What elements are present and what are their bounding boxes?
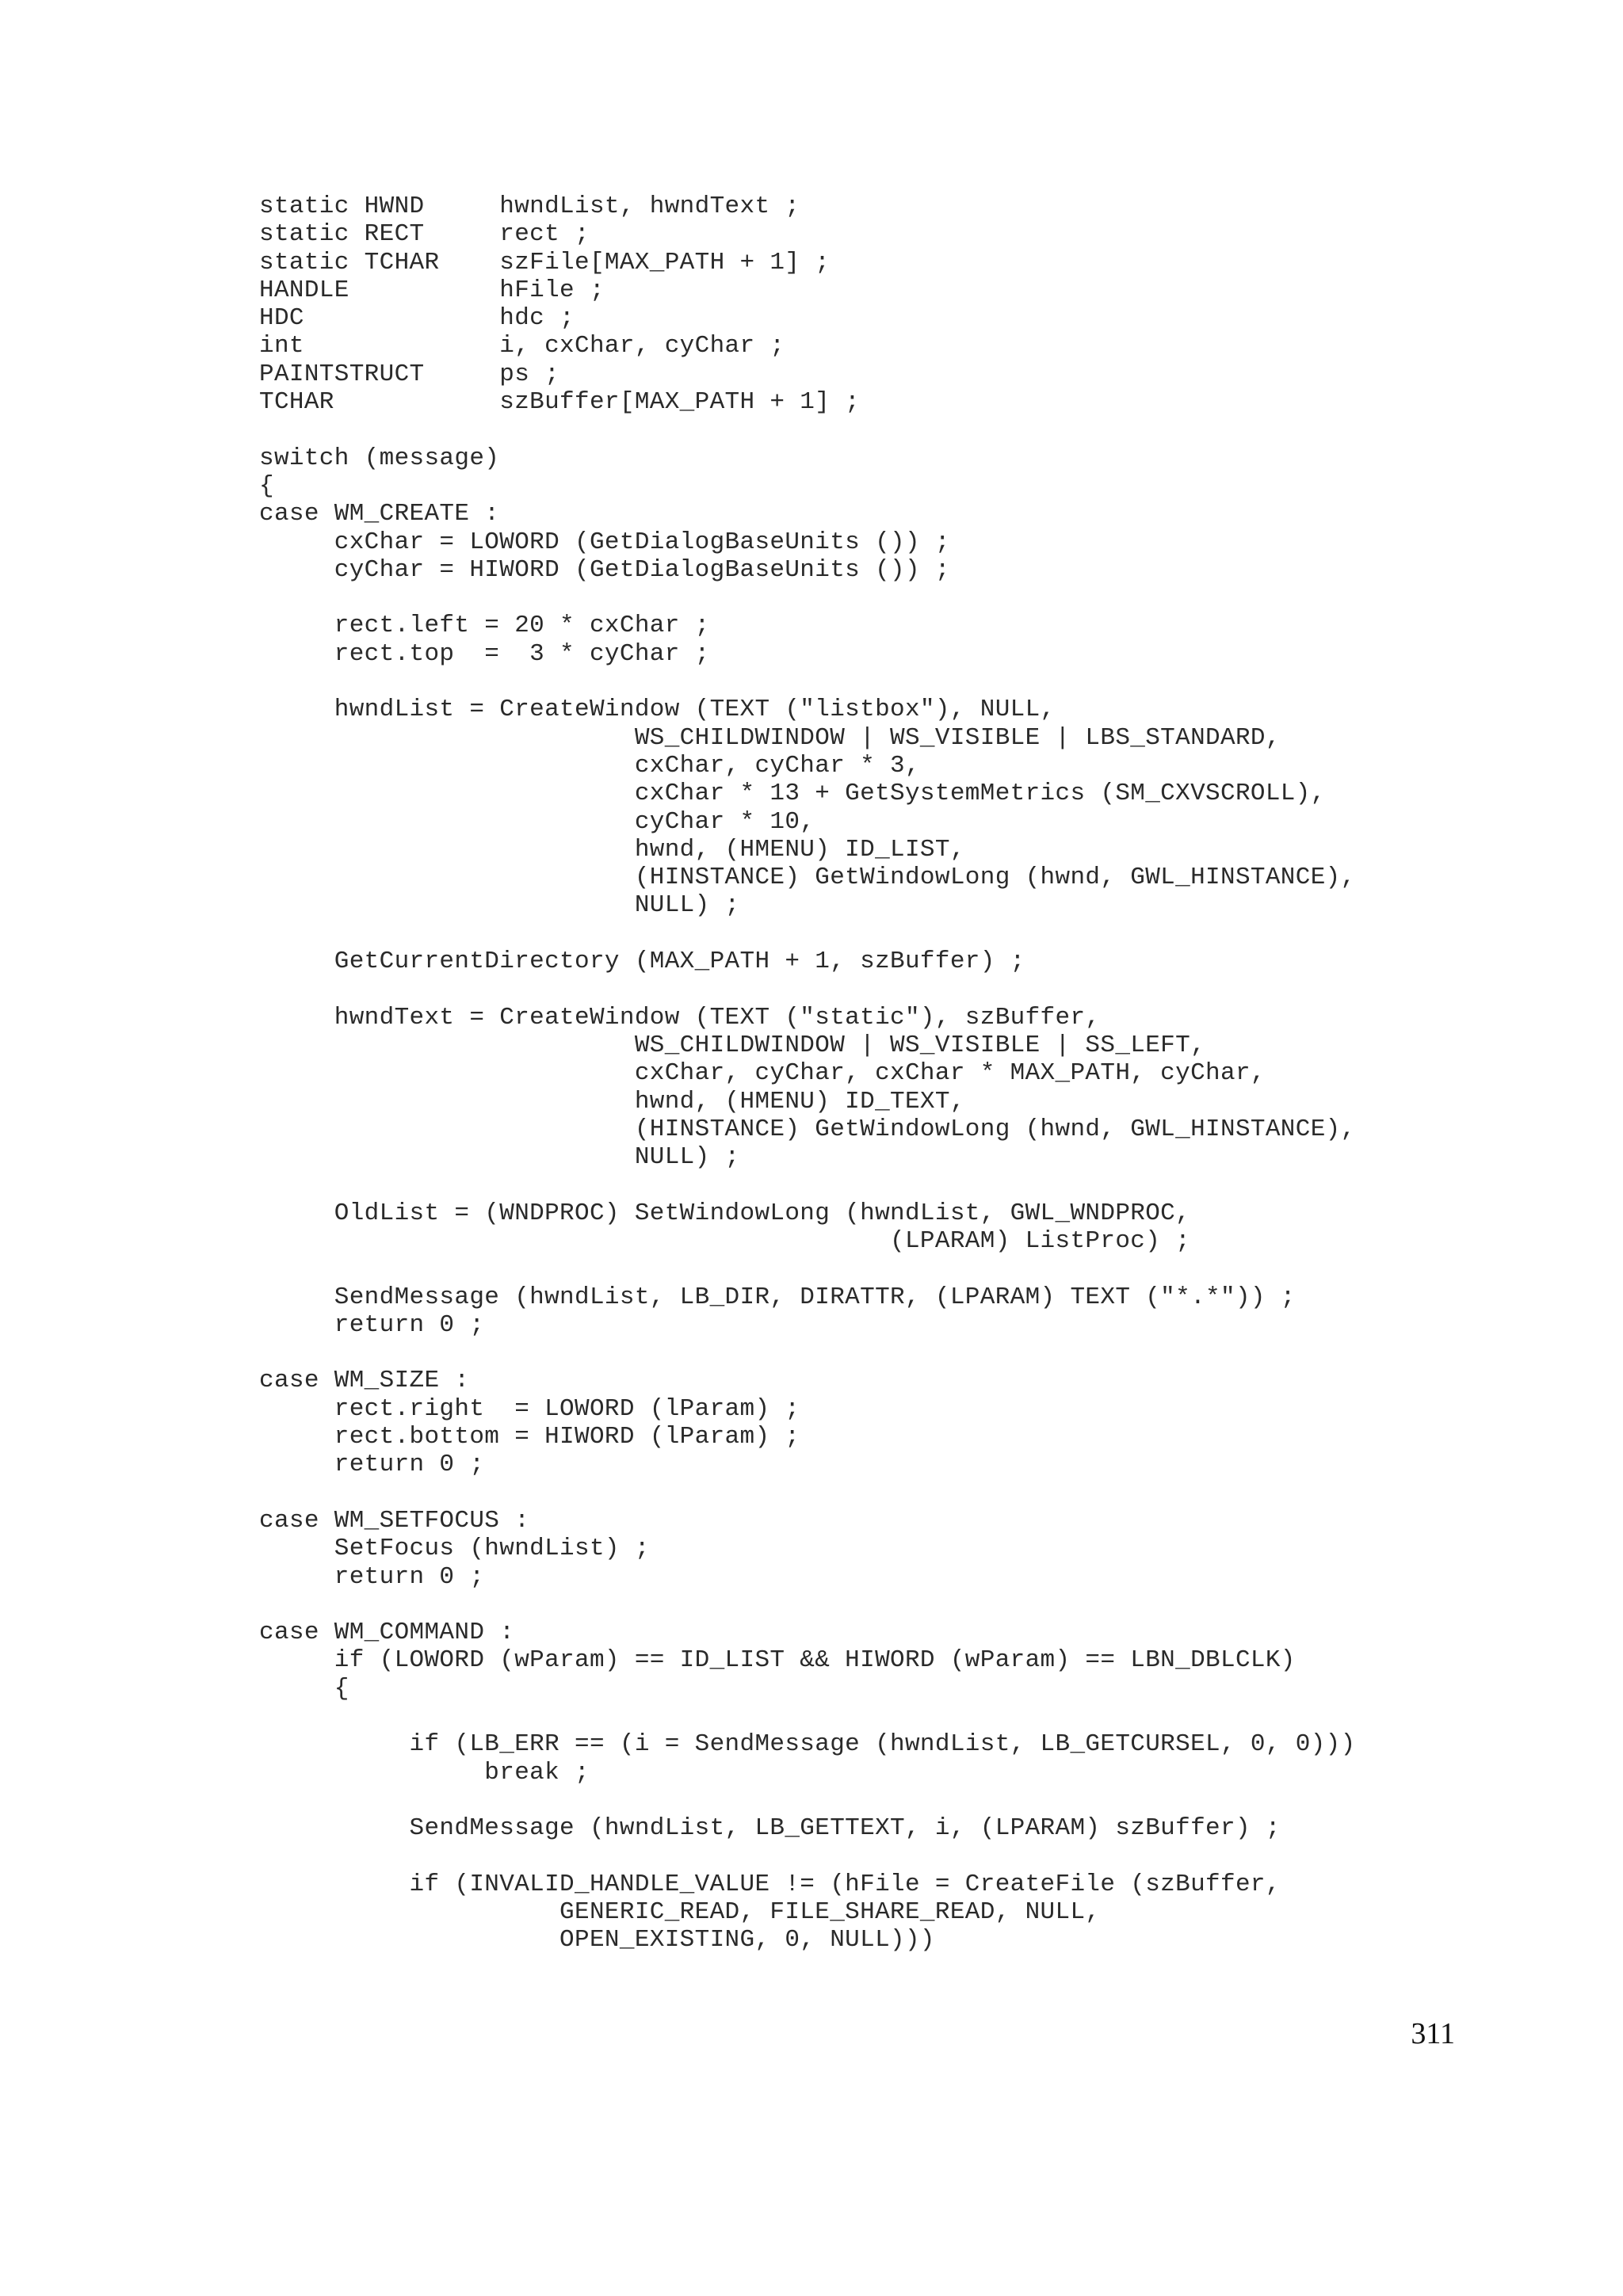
code-line: cxChar = LOWORD (GetDialogBaseUnits ()) ; (259, 528, 950, 556)
code-line: case WM_CREATE : (259, 500, 500, 528)
code-line (259, 1843, 1356, 1871)
code-line (259, 584, 1356, 612)
code-line: static TCHAR szFile[MAX_PATH + 1] ; (259, 248, 831, 277)
code-line: switch (message) (259, 444, 500, 472)
code-line: (HINSTANCE) GetWindowLong (hwnd, GWL_HINSTANCE), (259, 864, 1356, 892)
code-line (259, 416, 1356, 444)
code-line: if (LOWORD (wParam) == ID_LIST && HIWORD (wParam) == LBN_DBLCLK) (259, 1646, 1296, 1675)
code-line: case WM_SETFOCUS : (259, 1506, 530, 1535)
code-line: (HINSTANCE) GetWindowLong (hwnd, GWL_HINSTANCE), (259, 1115, 1356, 1143)
code-line: case WM_COMMAND : (259, 1619, 515, 1647)
code-line: { (259, 1674, 349, 1703)
code-line: HANDLE hFile ; (259, 276, 605, 304)
code-line (259, 1703, 1356, 1730)
code-line: cyChar * 10, (259, 807, 815, 836)
code-line: int i, cxChar, cyChar ; (259, 332, 785, 360)
code-line: WS_CHILDWINDOW | WS_VISIBLE | LBS_STANDARD, (259, 723, 1281, 752)
code-line: OPEN_EXISTING, 0, NULL))) (259, 1926, 935, 1955)
code-line (259, 920, 1356, 948)
code-line: if (INVALID_HANDLE_VALUE != (hFile = CreateFile (szBuffer, (259, 1870, 1281, 1898)
code-line: cxChar * 13 + GetSystemMetrics (SM_CXVSCROLL), (259, 780, 1326, 808)
code-line: cxChar, cyChar, cxChar * MAX_PATH, cyChar, (259, 1059, 1266, 1088)
code-line (259, 1339, 1356, 1367)
page-number: 311 (1411, 2017, 1455, 2050)
code-line: OldList = (WNDPROC) SetWindowLong (hwndList, GWL_WNDPROC, (259, 1199, 1191, 1227)
code-line: WS_CHILDWINDOW | WS_VISIBLE | SS_LEFT, (259, 1031, 1206, 1059)
code-line (259, 1591, 1356, 1619)
code-line: rect.left = 20 * cxChar ; (259, 612, 710, 640)
code-line: { (259, 471, 274, 500)
code-line: HDC hdc ; (259, 304, 575, 333)
code-line: (LPARAM) ListProc) ; (259, 1226, 1191, 1255)
code-line: rect.top = 3 * cyChar ; (259, 639, 710, 668)
code-line: if (LB_ERR == (i = SendMessage (hwndList, LB_GETCURSEL, 0, 0))) (259, 1730, 1356, 1759)
code-line: hwnd, (HMENU) ID_LIST, (259, 835, 965, 864)
code-listing (259, 193, 1356, 1955)
code-line: TCHAR szBuffer[MAX_PATH + 1] ; (259, 388, 861, 417)
code-line: hwndList = CreateWindow (TEXT ("listbox"), NULL, (259, 696, 1056, 724)
code-line (259, 1255, 1356, 1283)
code-line: NULL) ; (259, 1143, 740, 1172)
code-line (259, 975, 1356, 1003)
code-line: cyChar = HIWORD (GetDialogBaseUnits ()) ; (259, 555, 950, 584)
code-line: NULL) ; (259, 891, 740, 920)
code-line (259, 668, 1356, 696)
code-line: hwndText = CreateWindow (TEXT ("static"), szBuffer, (259, 1003, 1101, 1032)
code-line: cxChar, cyChar * 3, (259, 751, 920, 780)
code-line: SendMessage (hwndList, LB_DIR, DIRATTR, (LPARAM) TEXT ("*.*")) ; (259, 1283, 1296, 1311)
code-line: return 0 ; (259, 1562, 485, 1591)
code-line: hwnd, (HMENU) ID_TEXT, (259, 1087, 965, 1116)
code-line: static RECT rect ; (259, 220, 590, 249)
code-line: rect.right = LOWORD (lParam) ; (259, 1394, 800, 1423)
code-line: GetCurrentDirectory (MAX_PATH + 1, szBuffer) ; (259, 948, 1025, 976)
code-line: rect.bottom = HIWORD (lParam) ; (259, 1423, 800, 1451)
code-line: GENERIC_READ, FILE_SHARE_READ, NULL, (259, 1898, 1101, 1927)
code-line (259, 1479, 1356, 1507)
code-line: case WM_SIZE : (259, 1367, 470, 1395)
code-line: SendMessage (hwndList, LB_GETTEXT, i, (LPARAM) szBuffer) ; (259, 1814, 1281, 1843)
code-line: SetFocus (hwndList) ; (259, 1535, 650, 1563)
code-line: PAINTSTRUCT ps ; (259, 360, 560, 388)
code-line: return 0 ; (259, 1310, 485, 1339)
code-line: static HWND hwndList, hwndText ; (259, 193, 800, 220)
code-line: break ; (259, 1758, 590, 1787)
code-line (259, 1171, 1356, 1199)
code-line: return 0 ; (259, 1451, 485, 1479)
code-line (259, 1787, 1356, 1814)
